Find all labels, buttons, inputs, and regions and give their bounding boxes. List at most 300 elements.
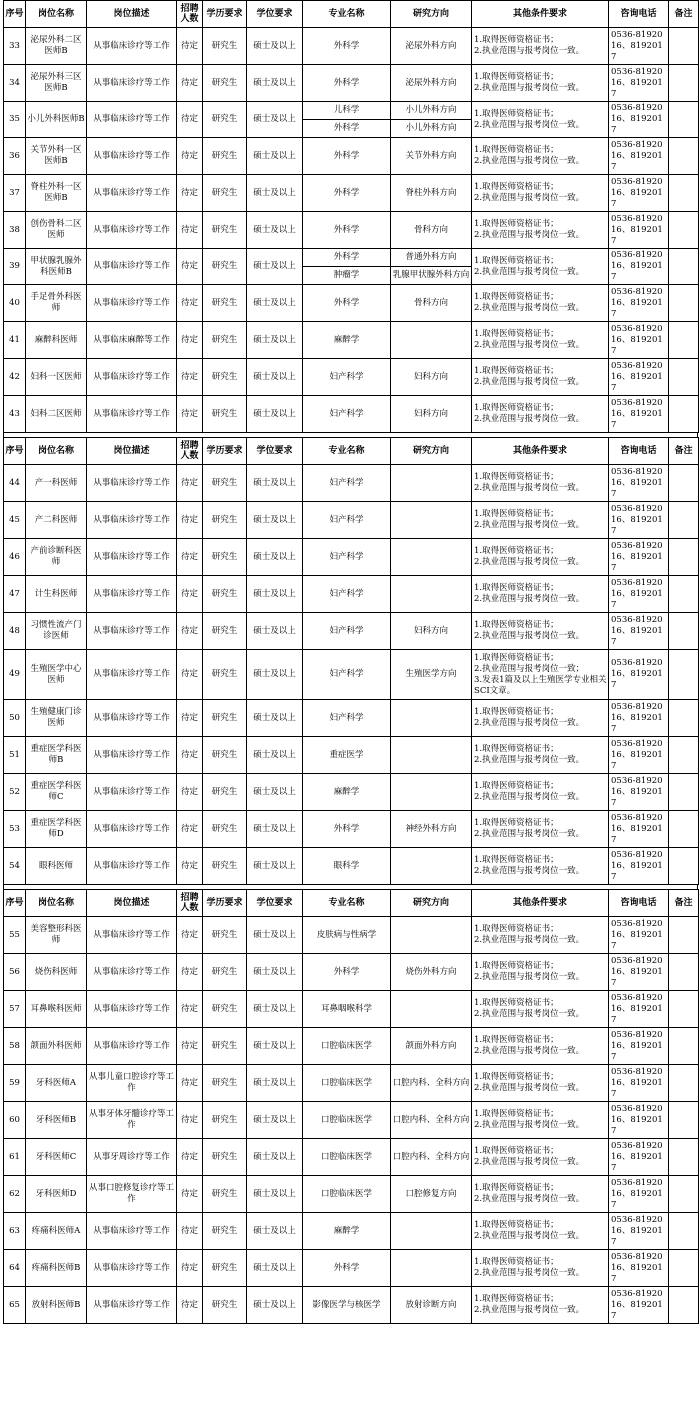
- headcount: 待定: [177, 539, 203, 576]
- table-row: [4, 359, 699, 396]
- row-number: 59: [4, 1065, 26, 1102]
- remarks: [669, 249, 699, 285]
- major-name: 妇产科学: [303, 359, 391, 396]
- row-number: 53: [4, 811, 26, 848]
- table-header: [4, 890, 699, 917]
- headcount: 待定: [177, 1139, 203, 1176]
- headcount: 待定: [177, 737, 203, 774]
- contact-phone: 0536-8192016、8192017: [609, 138, 669, 175]
- header-other-requirements: 其他条件要求: [472, 1, 609, 28]
- position-description: 从事临床诊疗等工作: [87, 737, 177, 774]
- table-row: [4, 1139, 699, 1176]
- position-description: 从事儿童口腔诊疗等工作: [87, 1065, 177, 1102]
- headcount: 待定: [177, 917, 203, 954]
- major-name: 皮肤病与性病学: [303, 917, 391, 954]
- position-name: 牙科医师C: [26, 1139, 87, 1176]
- recruitment-table-section: [3, 437, 699, 885]
- position-description: 从事临床诊疗等工作: [87, 396, 177, 433]
- other-requirements: 1.取得医师资格证书； 2.执业范围与报考岗位一致。: [472, 1028, 609, 1065]
- major-name: 儿科学: [303, 102, 391, 120]
- education-requirement: 研究生: [203, 322, 247, 359]
- major-name: 外科学: [303, 138, 391, 175]
- other-requirements: 1.取得医师资格证书； 2.执业范围与报考岗位一致。: [472, 28, 609, 65]
- header-major-name: 专业名称: [303, 890, 391, 917]
- position-name: 麻醉科医师: [26, 322, 87, 359]
- position-description: 从事临床诊疗等工作: [87, 175, 177, 212]
- education-requirement: 研究生: [203, 954, 247, 991]
- header-position-description: 岗位描述: [87, 890, 177, 917]
- remarks: [669, 1028, 699, 1065]
- table-header: [4, 1, 699, 28]
- degree-requirement: 硕士及以上: [247, 1065, 303, 1102]
- research-direction: 小儿外科方向: [391, 120, 472, 138]
- remarks: [669, 1250, 699, 1287]
- major-name: 妇产科学: [303, 613, 391, 650]
- position-description: 从事临床诊疗等工作: [87, 1213, 177, 1250]
- position-name: 产一科医师: [26, 465, 87, 502]
- position-name: 产前诊断科医师: [26, 539, 87, 576]
- contact-phone: 0536-8192016、8192017: [609, 613, 669, 650]
- row-number: 62: [4, 1176, 26, 1213]
- headcount: 待定: [177, 811, 203, 848]
- position-description: 从事临床诊疗等工作: [87, 954, 177, 991]
- position-description: 从事临床诊疗等工作: [87, 285, 177, 322]
- major-name: 妇产科学: [303, 465, 391, 502]
- headcount: 待定: [177, 138, 203, 175]
- position-name: 放射科医师B: [26, 1287, 87, 1324]
- other-requirements: 1.取得医师资格证书； 2.执业范围与报考岗位一致。: [472, 848, 609, 885]
- header-row-number: 序号: [4, 890, 26, 917]
- degree-requirement: 硕士及以上: [247, 396, 303, 433]
- contact-phone: 0536-8192016、8192017: [609, 322, 669, 359]
- table-row: [4, 322, 699, 359]
- research-direction: [391, 465, 472, 502]
- other-requirements: 1.取得医师资格证书； 2.执业范围与报考岗位一致。: [472, 774, 609, 811]
- table-row: [4, 249, 699, 267]
- remarks: [669, 359, 699, 396]
- position-name: 妇科一区医师: [26, 359, 87, 396]
- major-name: 外科学: [303, 249, 391, 267]
- headcount: 待定: [177, 1250, 203, 1287]
- contact-phone: 0536-8192016、8192017: [609, 1213, 669, 1250]
- table-row: [4, 1250, 699, 1287]
- other-requirements: 1.取得医师资格证书； 2.执业范围与报考岗位一致。: [472, 249, 609, 285]
- education-requirement: 研究生: [203, 359, 247, 396]
- education-requirement: 研究生: [203, 249, 247, 285]
- header-education-requirement: 学历要求: [203, 438, 247, 465]
- table-row: [4, 774, 699, 811]
- row-number: 52: [4, 774, 26, 811]
- education-requirement: 研究生: [203, 613, 247, 650]
- major-name: 外科学: [303, 811, 391, 848]
- research-direction: 乳腺甲状腺外科方向: [391, 267, 472, 285]
- contact-phone: 0536-8192016、8192017: [609, 1176, 669, 1213]
- degree-requirement: 硕士及以上: [247, 1176, 303, 1213]
- headcount: 待定: [177, 285, 203, 322]
- row-number: 51: [4, 737, 26, 774]
- research-direction: [391, 848, 472, 885]
- education-requirement: 研究生: [203, 576, 247, 613]
- row-number: 60: [4, 1102, 26, 1139]
- major-name: 妇产科学: [303, 576, 391, 613]
- position-name: 产二科医师: [26, 502, 87, 539]
- research-direction: 关节外科方向: [391, 138, 472, 175]
- major-name: 妇产科学: [303, 396, 391, 433]
- other-requirements: 1.取得医师资格证书； 2.执业范围与报考岗位一致。: [472, 700, 609, 737]
- major-name: 外科学: [303, 1250, 391, 1287]
- row-number: 38: [4, 212, 26, 249]
- table-row: [4, 1287, 699, 1324]
- position-description: 从事临床诊疗等工作: [87, 212, 177, 249]
- contact-phone: 0536-8192016、8192017: [609, 811, 669, 848]
- headcount: 待定: [177, 1287, 203, 1324]
- headcount: 待定: [177, 650, 203, 700]
- major-name: 口腔临床医学: [303, 1139, 391, 1176]
- headcount: 待定: [177, 576, 203, 613]
- other-requirements: 1.取得医师资格证书； 2.执业范围与报考岗位一致。: [472, 991, 609, 1028]
- research-direction: [391, 502, 472, 539]
- other-requirements: 1.取得医师资格证书； 2.执业范围与报考岗位一致。: [472, 539, 609, 576]
- degree-requirement: 硕士及以上: [247, 28, 303, 65]
- contact-phone: 0536-8192016、8192017: [609, 396, 669, 433]
- headcount: 待定: [177, 954, 203, 991]
- contact-phone: 0536-8192016、8192017: [609, 1139, 669, 1176]
- research-direction: 放射诊断方向: [391, 1287, 472, 1324]
- contact-phone: 0536-8192016、8192017: [609, 249, 669, 285]
- header-row: [4, 1, 699, 28]
- other-requirements: 1.取得医师资格证书； 2.执业范围与报考岗位一致。: [472, 737, 609, 774]
- education-requirement: 研究生: [203, 102, 247, 138]
- degree-requirement: 硕士及以上: [247, 576, 303, 613]
- headcount: 待定: [177, 848, 203, 885]
- headcount: 待定: [177, 28, 203, 65]
- row-number: 65: [4, 1287, 26, 1324]
- header-row: [4, 438, 699, 465]
- table-row: [4, 65, 699, 102]
- position-description: 从事临床诊疗等工作: [87, 917, 177, 954]
- position-name: 生殖医学中心医师: [26, 650, 87, 700]
- remarks: [669, 1139, 699, 1176]
- other-requirements: 1.取得医师资格证书； 2.执业范围与报考岗位一致。: [472, 396, 609, 433]
- degree-requirement: 硕士及以上: [247, 212, 303, 249]
- header-other-requirements: 其他条件要求: [472, 438, 609, 465]
- position-description: 从事临床诊疗等工作: [87, 700, 177, 737]
- row-number: 37: [4, 175, 26, 212]
- table-row: [4, 396, 699, 433]
- degree-requirement: 硕士及以上: [247, 917, 303, 954]
- contact-phone: 0536-8192016、8192017: [609, 650, 669, 700]
- position-name: 重症医学科医师B: [26, 737, 87, 774]
- remarks: [669, 502, 699, 539]
- research-direction: 口腔内科、全科方向: [391, 1102, 472, 1139]
- research-direction: [391, 774, 472, 811]
- table-header: [4, 438, 699, 465]
- position-description: 从事临床诊疗等工作: [87, 1287, 177, 1324]
- position-name: 关节外科一区医师B: [26, 138, 87, 175]
- row-number: 55: [4, 917, 26, 954]
- row-number: 34: [4, 65, 26, 102]
- table-row: [4, 811, 699, 848]
- position-name: 妇科二区医师: [26, 396, 87, 433]
- major-name: 口腔临床医学: [303, 1028, 391, 1065]
- position-name: 耳鼻喉科医师: [26, 991, 87, 1028]
- education-requirement: 研究生: [203, 465, 247, 502]
- major-name: 眼科学: [303, 848, 391, 885]
- headcount: 待定: [177, 249, 203, 285]
- research-direction: 口腔内科、全科方向: [391, 1139, 472, 1176]
- row-number: 58: [4, 1028, 26, 1065]
- contact-phone: 0536-8192016、8192017: [609, 28, 669, 65]
- education-requirement: 研究生: [203, 539, 247, 576]
- header-degree-requirement: 学位要求: [247, 438, 303, 465]
- headcount: 待定: [177, 65, 203, 102]
- position-description: 从事临床诊疗等工作: [87, 465, 177, 502]
- major-name: 妇产科学: [303, 650, 391, 700]
- major-name: 肿瘤学: [303, 267, 391, 285]
- position-description: 从事临床麻醉等工作: [87, 322, 177, 359]
- header-remarks: 备注: [669, 890, 699, 917]
- recruitment-table-section: [3, 0, 699, 433]
- headcount: 待定: [177, 1028, 203, 1065]
- header-degree-requirement: 学位要求: [247, 890, 303, 917]
- header-headcount: 招聘人数: [177, 438, 203, 465]
- position-description: 从事临床诊疗等工作: [87, 249, 177, 285]
- recruitment-table-document: [3, 0, 698, 1324]
- remarks: [669, 285, 699, 322]
- degree-requirement: 硕士及以上: [247, 539, 303, 576]
- headcount: 待定: [177, 700, 203, 737]
- remarks: [669, 28, 699, 65]
- education-requirement: 研究生: [203, 737, 247, 774]
- education-requirement: 研究生: [203, 212, 247, 249]
- remarks: [669, 396, 699, 433]
- position-name: 手足骨外科医师: [26, 285, 87, 322]
- other-requirements: 1.取得医师资格证书； 2.执业范围与报考岗位一致。: [472, 1176, 609, 1213]
- headcount: 待定: [177, 359, 203, 396]
- position-description: 从事牙周诊疗等工作: [87, 1139, 177, 1176]
- education-requirement: 研究生: [203, 65, 247, 102]
- degree-requirement: 硕士及以上: [247, 138, 303, 175]
- degree-requirement: 硕士及以上: [247, 1028, 303, 1065]
- education-requirement: 研究生: [203, 774, 247, 811]
- contact-phone: 0536-8192016、8192017: [609, 1102, 669, 1139]
- other-requirements: 1.取得医师资格证书； 2.执业范围与报考岗位一致。: [472, 138, 609, 175]
- other-requirements: 1.取得医师资格证书； 2.执业范围与报考岗位一致。: [472, 917, 609, 954]
- remarks: [669, 138, 699, 175]
- headcount: 待定: [177, 102, 203, 138]
- degree-requirement: 硕士及以上: [247, 249, 303, 285]
- remarks: [669, 1176, 699, 1213]
- research-direction: 小儿外科方向: [391, 102, 472, 120]
- contact-phone: 0536-8192016、8192017: [609, 700, 669, 737]
- header-position-description: 岗位描述: [87, 1, 177, 28]
- headcount: 待定: [177, 774, 203, 811]
- table-row: [4, 175, 699, 212]
- headcount: 待定: [177, 502, 203, 539]
- education-requirement: 研究生: [203, 175, 247, 212]
- position-description: 从事临床诊疗等工作: [87, 1250, 177, 1287]
- research-direction: 脊柱外科方向: [391, 175, 472, 212]
- row-number: 42: [4, 359, 26, 396]
- table-row: [4, 737, 699, 774]
- remarks: [669, 650, 699, 700]
- major-name: 口腔临床医学: [303, 1102, 391, 1139]
- contact-phone: 0536-8192016、8192017: [609, 954, 669, 991]
- row-number: 43: [4, 396, 26, 433]
- remarks: [669, 576, 699, 613]
- remarks: [669, 613, 699, 650]
- education-requirement: 研究生: [203, 1139, 247, 1176]
- degree-requirement: 硕士及以上: [247, 1250, 303, 1287]
- header-row-number: 序号: [4, 1, 26, 28]
- remarks: [669, 1213, 699, 1250]
- table-row: [4, 1028, 699, 1065]
- row-number: 36: [4, 138, 26, 175]
- position-name: 疼痛科医师A: [26, 1213, 87, 1250]
- position-description: 从事临床诊疗等工作: [87, 359, 177, 396]
- education-requirement: 研究生: [203, 650, 247, 700]
- education-requirement: 研究生: [203, 1250, 247, 1287]
- contact-phone: 0536-8192016、8192017: [609, 991, 669, 1028]
- position-name: 计生科医师: [26, 576, 87, 613]
- contact-phone: 0536-8192016、8192017: [609, 502, 669, 539]
- position-name: 重症医学科医师C: [26, 774, 87, 811]
- contact-phone: 0536-8192016、8192017: [609, 539, 669, 576]
- research-direction: [391, 700, 472, 737]
- degree-requirement: 硕士及以上: [247, 322, 303, 359]
- row-number: 49: [4, 650, 26, 700]
- position-description: 从事临床诊疗等工作: [87, 576, 177, 613]
- position-description: 从事牙体牙髓诊疗等工作: [87, 1102, 177, 1139]
- position-name: 泌尿外科三区医师B: [26, 65, 87, 102]
- header-position-name: 岗位名称: [26, 890, 87, 917]
- headcount: 待定: [177, 1213, 203, 1250]
- remarks: [669, 212, 699, 249]
- major-name: 重症医学: [303, 737, 391, 774]
- position-name: 牙科医师A: [26, 1065, 87, 1102]
- major-name: 外科学: [303, 954, 391, 991]
- major-name: 外科学: [303, 120, 391, 138]
- header-headcount: 招聘人数: [177, 1, 203, 28]
- remarks: [669, 848, 699, 885]
- recruitment-table-section: [3, 889, 699, 1324]
- other-requirements: 1.取得医师资格证书； 2.执业范围与报考岗位一致。: [472, 811, 609, 848]
- position-name: 重症医学科医师D: [26, 811, 87, 848]
- row-number: 47: [4, 576, 26, 613]
- contact-phone: 0536-8192016、8192017: [609, 102, 669, 138]
- education-requirement: 研究生: [203, 917, 247, 954]
- contact-phone: 0536-8192016、8192017: [609, 1250, 669, 1287]
- major-name: 妇产科学: [303, 700, 391, 737]
- other-requirements: 1.取得医师资格证书； 2.执业范围与报考岗位一致。: [472, 359, 609, 396]
- contact-phone: 0536-8192016、8192017: [609, 576, 669, 613]
- education-requirement: 研究生: [203, 1065, 247, 1102]
- table-row: [4, 650, 699, 700]
- row-number: 48: [4, 613, 26, 650]
- contact-phone: 0536-8192016、8192017: [609, 1028, 669, 1065]
- table-row: [4, 138, 699, 175]
- contact-phone: 0536-8192016、8192017: [609, 465, 669, 502]
- row-number: 45: [4, 502, 26, 539]
- research-direction: 妇科方向: [391, 396, 472, 433]
- degree-requirement: 硕士及以上: [247, 954, 303, 991]
- table-row: [4, 1102, 699, 1139]
- contact-phone: 0536-8192016、8192017: [609, 359, 669, 396]
- research-direction: 生殖医学方向: [391, 650, 472, 700]
- contact-phone: 0536-8192016、8192017: [609, 917, 669, 954]
- header-major-name: 专业名称: [303, 1, 391, 28]
- headcount: 待定: [177, 465, 203, 502]
- contact-phone: 0536-8192016、8192017: [609, 1287, 669, 1324]
- education-requirement: 研究生: [203, 502, 247, 539]
- research-direction: 泌尿外科方向: [391, 65, 472, 102]
- header-remarks: 备注: [669, 1, 699, 28]
- research-direction: [391, 917, 472, 954]
- degree-requirement: 硕士及以上: [247, 774, 303, 811]
- remarks: [669, 102, 699, 138]
- major-name: 麻醉学: [303, 1213, 391, 1250]
- header-contact-phone: 咨询电话: [609, 438, 669, 465]
- table-row: [4, 465, 699, 502]
- table-row: [4, 28, 699, 65]
- header-contact-phone: 咨询电话: [609, 1, 669, 28]
- table-row: [4, 1213, 699, 1250]
- table-row: [4, 991, 699, 1028]
- remarks: [669, 954, 699, 991]
- remarks: [669, 811, 699, 848]
- position-name: 疼痛科医师B: [26, 1250, 87, 1287]
- degree-requirement: 硕士及以上: [247, 737, 303, 774]
- degree-requirement: 硕士及以上: [247, 1287, 303, 1324]
- headcount: 待定: [177, 1176, 203, 1213]
- row-number: 41: [4, 322, 26, 359]
- major-name: 外科学: [303, 175, 391, 212]
- degree-requirement: 硕士及以上: [247, 465, 303, 502]
- position-description: 从事临床诊疗等工作: [87, 613, 177, 650]
- research-direction: [391, 991, 472, 1028]
- position-description: 从事临床诊疗等工作: [87, 502, 177, 539]
- major-name: 影像医学与核医学: [303, 1287, 391, 1324]
- major-name: 外科学: [303, 285, 391, 322]
- position-name: 泌尿外科二区医师B: [26, 28, 87, 65]
- education-requirement: 研究生: [203, 991, 247, 1028]
- other-requirements: 1.取得医师资格证书； 2.执业范围与报考岗位一致。: [472, 285, 609, 322]
- research-direction: [391, 539, 472, 576]
- contact-phone: 0536-8192016、8192017: [609, 774, 669, 811]
- other-requirements: 1.取得医师资格证书； 2.执业范围与报考岗位一致。: [472, 465, 609, 502]
- remarks: [669, 991, 699, 1028]
- contact-phone: 0536-8192016、8192017: [609, 848, 669, 885]
- degree-requirement: 硕士及以上: [247, 991, 303, 1028]
- research-direction: 妇科方向: [391, 359, 472, 396]
- table-row: [4, 700, 699, 737]
- header-position-name: 岗位名称: [26, 1, 87, 28]
- degree-requirement: 硕士及以上: [247, 1102, 303, 1139]
- row-number: 39: [4, 249, 26, 285]
- header-degree-requirement: 学位要求: [247, 1, 303, 28]
- research-direction: 骨科方向: [391, 212, 472, 249]
- position-description: 从事临床诊疗等工作: [87, 811, 177, 848]
- table-row: [4, 954, 699, 991]
- contact-phone: 0536-8192016、8192017: [609, 737, 669, 774]
- header-position-name: 岗位名称: [26, 438, 87, 465]
- other-requirements: 1.取得医师资格证书； 2.执业范围与报考岗位一致。: [472, 1287, 609, 1324]
- remarks: [669, 1287, 699, 1324]
- position-description: 从事临床诊疗等工作: [87, 138, 177, 175]
- degree-requirement: 硕士及以上: [247, 650, 303, 700]
- position-description: 从事临床诊疗等工作: [87, 991, 177, 1028]
- position-description: 从事临床诊疗等工作: [87, 28, 177, 65]
